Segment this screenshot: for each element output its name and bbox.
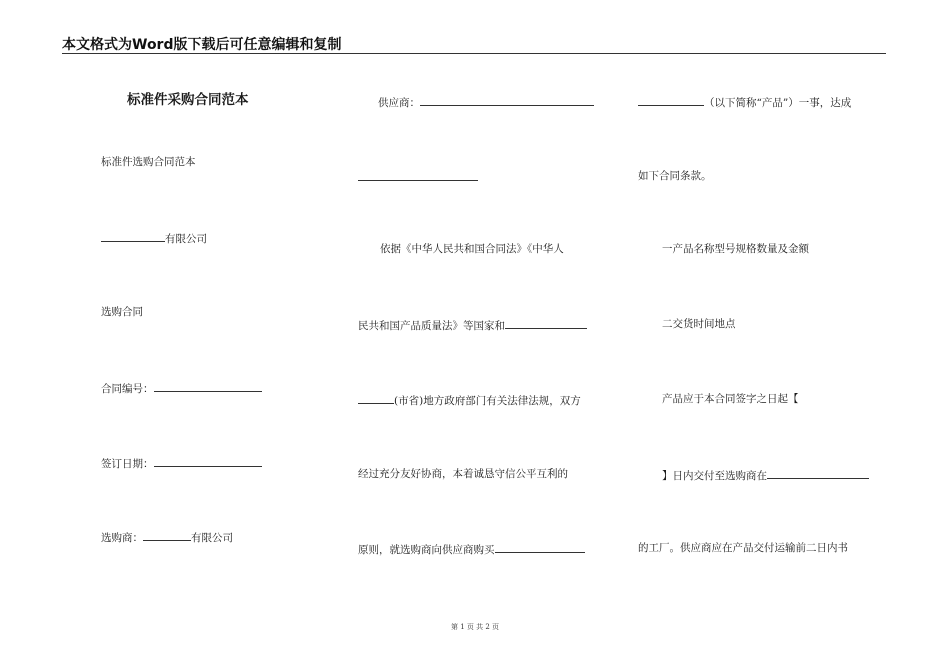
supplier-continuation-blank[interactable] — [358, 169, 478, 181]
supplier-name-blank[interactable] — [420, 94, 594, 106]
sign-date-blank[interactable] — [154, 455, 262, 467]
contract-number-line — [101, 380, 262, 396]
body-text-5-label: 原则，就选购商向供应商购买 — [358, 544, 495, 556]
body-text-9 — [662, 467, 869, 483]
buyer-name-blank[interactable] — [143, 529, 191, 541]
contract-name: 选购合同 — [101, 306, 143, 318]
header-divider — [62, 53, 886, 54]
contract-number-blank[interactable] — [154, 380, 262, 392]
company-line — [101, 230, 207, 246]
company-name-blank[interactable] — [101, 230, 165, 242]
body-text-3-label: (市省)地方政府部门有关法律法规，双方 — [394, 395, 581, 407]
document-header: 本文格式为Word版下载后可任意编辑和复制 — [62, 37, 342, 53]
page-footer: 第 1 页 共 2 页 — [450, 623, 500, 631]
sign-date-label: 签订日期： — [101, 458, 154, 470]
body-text-2 — [358, 317, 587, 333]
buyer-label: 选购商： — [101, 532, 143, 544]
body-text-10: 的工厂。供应商应在产品交付运输前二日内书 — [638, 542, 848, 554]
sign-date-line — [101, 455, 262, 471]
contract-number-label: 合同编号： — [101, 383, 154, 395]
product-name-blank[interactable] — [638, 94, 704, 106]
section-heading-2: 二交货时间地点 — [662, 318, 736, 330]
body-text-1: 依据《中华人民共和国合同法》《中华人 — [380, 243, 564, 255]
supplier-continuation-line — [358, 169, 478, 185]
buyer-line — [101, 529, 233, 545]
product-blank[interactable] — [495, 541, 585, 553]
body-text-6 — [638, 94, 851, 110]
body-text-7: 如下合同条款。 — [638, 170, 712, 182]
supplier-label: 供应商： — [378, 97, 420, 109]
law-blank[interactable] — [505, 317, 587, 329]
subtitle: 标准件选购合同范本 — [101, 156, 196, 168]
section-heading-1: 一产品名称型号规格数量及金额 — [662, 243, 809, 255]
body-text-8: 产品应于本合同签字之日起【 — [662, 393, 799, 405]
body-text-5 — [358, 541, 585, 557]
region-blank[interactable] — [358, 392, 394, 404]
supplier-line — [378, 94, 594, 110]
body-text-2-label: 民共和国产品质量法》等国家和 — [358, 320, 505, 332]
body-text-3 — [358, 392, 581, 408]
buyer-suffix: 有限公司 — [191, 532, 233, 544]
document-title: 标准件采购合同范本 — [127, 92, 249, 108]
company-suffix: 有限公司 — [165, 233, 207, 245]
body-text-9-label: 】日内交付至选购商在 — [662, 470, 767, 482]
delivery-location-blank[interactable] — [767, 467, 869, 479]
body-text-6-label: （以下简称“产品”）一事，达成 — [704, 97, 852, 109]
body-text-4: 经过充分友好协商，本着诚恳守信公平互利的 — [358, 468, 568, 480]
